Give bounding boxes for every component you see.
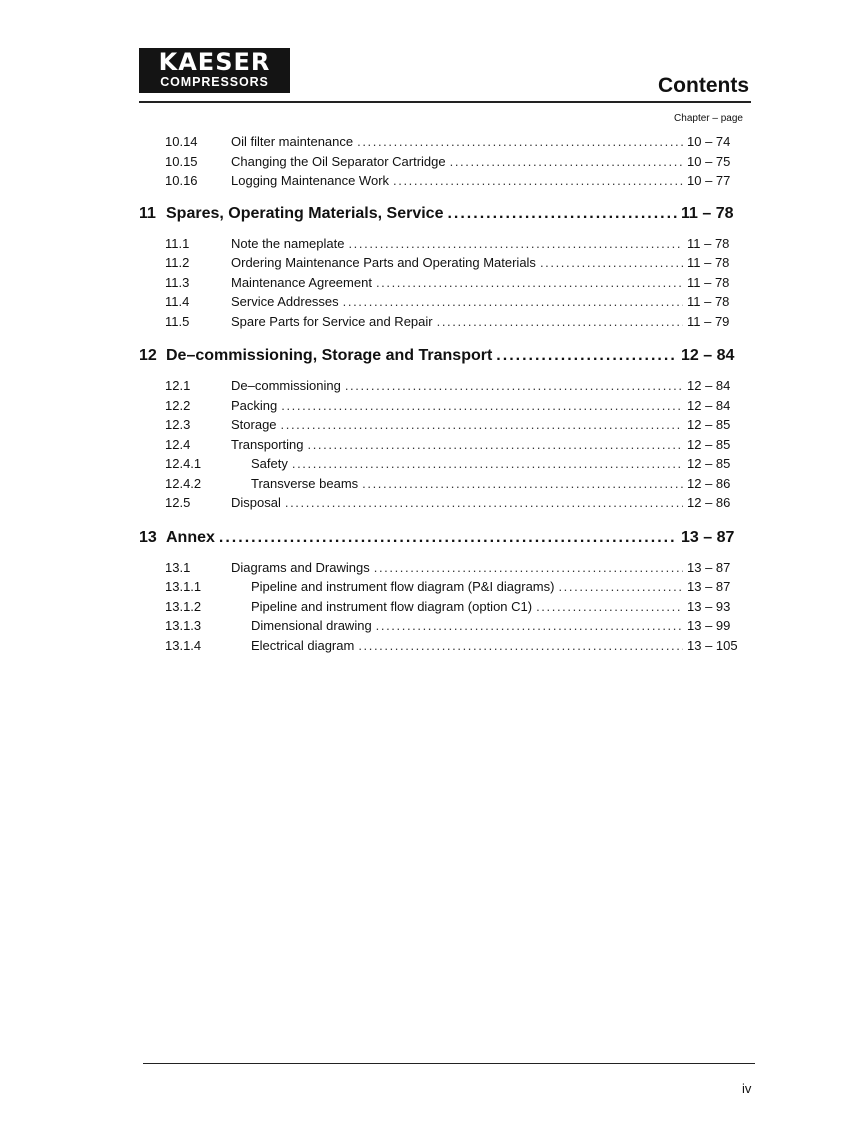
page-number: iv [742, 1081, 752, 1096]
section-title: Safety [251, 456, 288, 471]
chapter-number: 13 [139, 528, 157, 546]
toc-section-row[interactable] [139, 134, 743, 154]
section-number: 11.2 [165, 255, 190, 270]
toc-section-row[interactable] [139, 456, 743, 476]
toc-section-row[interactable] [139, 398, 743, 418]
dot-leader [357, 134, 683, 149]
section-number: 13.1.4 [165, 637, 202, 653]
section-page: 10 – 74 [687, 134, 731, 149]
dot-leader [540, 255, 683, 270]
dot-leader [308, 437, 684, 452]
section-number: 10.15 [165, 153, 198, 169]
section-number: 11.5 [165, 313, 190, 329]
section-title: Diagrams and Drawings [231, 559, 370, 575]
section-title: Pipeline and instrument flow diagram (option C1) [251, 598, 533, 614]
logo-subtitle: COMPRESSORS [160, 75, 269, 89]
toc-section-row[interactable] [139, 236, 743, 256]
toc-section-row[interactable] [139, 378, 743, 398]
section-page: 12 – 86 [687, 495, 731, 510]
section-page: 13 – 93 [687, 598, 731, 614]
section-number: 10.16 [165, 173, 198, 188]
toc-section-row[interactable] [139, 638, 743, 658]
section-page: 12 – 85 [687, 417, 731, 432]
toc-section-row[interactable] [139, 476, 743, 496]
dot-leader [450, 154, 683, 169]
section-title: De–commissioning [231, 378, 341, 393]
section-page: 11 – 78 [687, 274, 730, 290]
chapter-title: Annex [166, 528, 215, 546]
section-title: Storage [231, 417, 277, 432]
logo-brand-name: KAESER [158, 48, 271, 76]
toc-section-row[interactable] [139, 255, 743, 275]
section-page: 13 – 87 [687, 579, 731, 594]
section-page: 12 – 85 [687, 436, 731, 452]
dot-leader [285, 495, 683, 510]
toc-section-row[interactable] [139, 579, 743, 599]
section-page: 12 – 86 [687, 475, 731, 491]
chapter-page: 13 – 87 [681, 528, 735, 546]
section-page: 11 – 79 [687, 313, 730, 329]
toc-section-row[interactable] [139, 314, 743, 334]
chapter-number: 12 [139, 347, 157, 364]
section-page: 11 – 78 [687, 255, 730, 270]
dot-leader [345, 378, 683, 393]
section-title: Oil filter maintenance [231, 134, 354, 149]
dot-leader [358, 638, 683, 653]
section-number: 12.4.2 [165, 475, 202, 491]
section-page: 11 – 78 [687, 235, 730, 251]
section-number: 11.1 [165, 235, 190, 251]
section-number: 12.1 [165, 378, 191, 393]
dot-leader [496, 347, 677, 365]
section-number: 11.3 [165, 274, 190, 290]
table-of-contents [139, 134, 743, 657]
section-page: 12 – 84 [687, 378, 731, 393]
dot-leader [437, 314, 683, 329]
kaeser-logo [139, 48, 290, 93]
dot-leader [219, 529, 677, 547]
section-number: 12.5 [165, 495, 191, 510]
section-page: 12 – 85 [687, 456, 731, 471]
toc-chapter-row[interactable] [139, 347, 743, 369]
section-number: 12.3 [165, 417, 191, 432]
section-page: 12 – 84 [687, 397, 731, 413]
toc-section-row[interactable] [139, 599, 743, 619]
section-title: Transporting [231, 436, 304, 452]
section-number: 13.1.3 [165, 618, 202, 633]
chapter-page: 12 – 84 [681, 347, 735, 364]
section-title: Dimensional drawing [251, 618, 372, 633]
section-number: 10.14 [165, 134, 198, 149]
section-title: Pipeline and instrument flow diagram (P&I diagrams) [251, 579, 555, 594]
footer-divider [143, 1063, 755, 1064]
section-title: Packing [231, 397, 278, 413]
toc-section-row[interactable] [139, 275, 743, 295]
toc-section-row[interactable] [139, 173, 743, 193]
dot-leader [447, 205, 677, 223]
dot-leader [536, 599, 683, 614]
toc-section-row[interactable] [139, 294, 743, 314]
dot-leader [281, 398, 683, 413]
toc-section-row[interactable] [139, 437, 743, 457]
section-number: 12.4 [165, 436, 191, 452]
toc-section-row[interactable] [139, 560, 743, 580]
section-page: 13 – 99 [687, 618, 731, 633]
chapter-page: 11 – 78 [681, 204, 734, 222]
dot-leader [348, 236, 683, 251]
section-title: Changing the Oil Separator Cartridge [231, 153, 446, 169]
toc-section-row[interactable] [139, 154, 743, 174]
section-title: Transverse beams [251, 475, 359, 491]
section-title: Disposal [231, 495, 281, 510]
section-page: 13 – 105 [687, 637, 738, 653]
dot-leader [292, 456, 683, 471]
section-title: Electrical diagram [251, 637, 355, 653]
dot-leader [376, 618, 683, 633]
toc-section-row[interactable] [139, 618, 743, 638]
section-page: 11 – 78 [687, 294, 730, 309]
dot-leader [281, 417, 683, 432]
dot-leader [362, 476, 683, 491]
section-title: Service Addresses [231, 294, 339, 309]
section-number: 13.1.2 [165, 598, 202, 614]
section-number: 13.1.1 [165, 579, 202, 594]
chapter-number: 11 [139, 204, 156, 222]
section-title: Ordering Maintenance Parts and Operating Materials [231, 255, 536, 270]
page-title: Contents [658, 74, 749, 97]
section-title: Spare Parts for Service and Repair [231, 313, 433, 329]
chapter-title: Spares, Operating Materials, Service [166, 204, 444, 222]
section-number: 11.4 [165, 294, 190, 309]
section-number: 13.1 [165, 559, 191, 575]
dot-leader [343, 294, 683, 309]
section-title: Logging Maintenance Work [231, 173, 390, 188]
section-number: 12.2 [165, 397, 191, 413]
toc-section-row[interactable] [139, 495, 743, 515]
toc-section-row[interactable] [139, 417, 743, 437]
dot-leader [376, 275, 683, 290]
section-page: 10 – 77 [687, 173, 731, 188]
section-number: 12.4.1 [165, 456, 202, 471]
section-page: 13 – 87 [687, 559, 731, 575]
section-title: Note the nameplate [231, 235, 345, 251]
toc-chapter-row[interactable] [139, 529, 743, 551]
column-heading: Chapter – page [674, 113, 743, 124]
toc-chapter-row[interactable] [139, 205, 743, 227]
dot-leader [393, 173, 683, 188]
dot-leader [558, 579, 683, 594]
section-title: Maintenance Agreement [231, 274, 372, 290]
section-page: 10 – 75 [687, 153, 731, 169]
header-divider [139, 101, 751, 103]
chapter-title: De–commissioning, Storage and Transport [166, 347, 493, 364]
dot-leader [374, 560, 683, 575]
